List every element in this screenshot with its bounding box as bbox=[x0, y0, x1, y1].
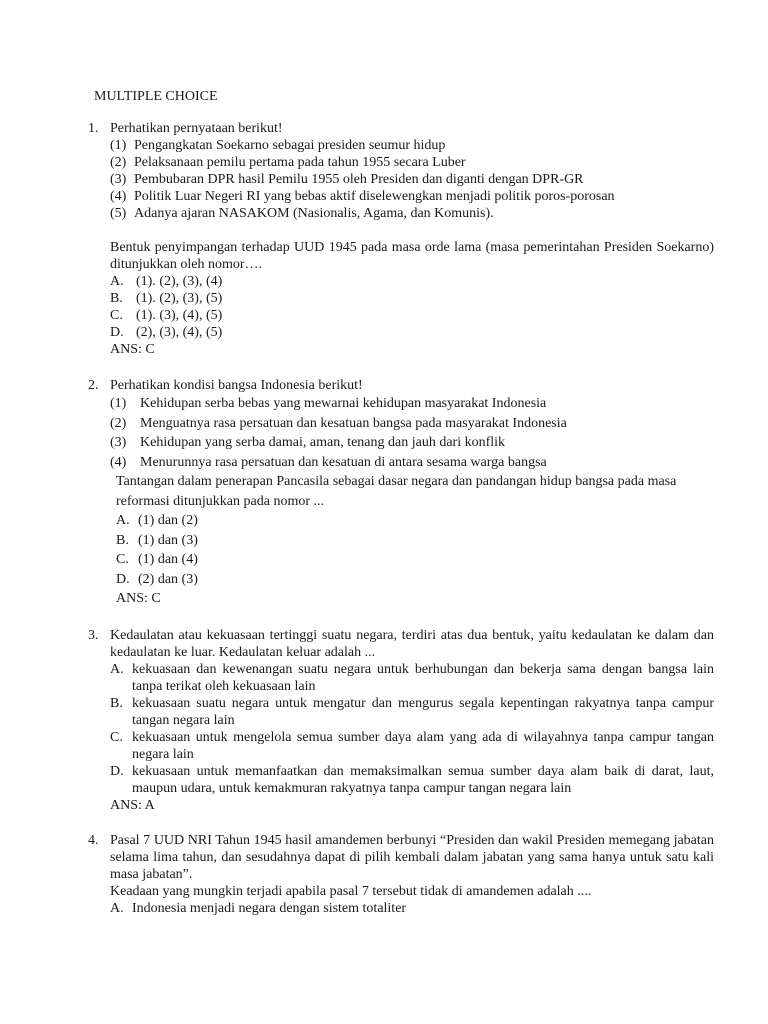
answer-option: A. (1). (2), (3), (4) bbox=[110, 274, 223, 289]
question-1 bbox=[88, 120, 714, 358]
question-text: Bentuk penyimpangan terhadap UUD 1945 pada masa orde lama (masa pemerintahan Presiden Soekarno) ditunjukkan oleh nomor…. bbox=[110, 240, 714, 272]
answer-option: A. Indonesia menjadi negara dengan sistem totaliter bbox=[110, 901, 407, 916]
statement-item: (3) Kehidupan yang serba damai, aman, tenang dan jauh dari konflik bbox=[110, 435, 506, 450]
answer-option: B. (1) dan (3) bbox=[116, 532, 198, 548]
answer-option: A. kekuasaan dan kewenangan suatu negara untuk berhubungan dan bekerja sama dengan bangsa lain tanpa terikat oleh kekuasaan lain bbox=[110, 662, 714, 694]
statement-list bbox=[110, 394, 714, 472]
question-number: 1. bbox=[88, 121, 99, 136]
answer-option: C. (1). (3), (4), (5) bbox=[110, 308, 223, 323]
question-2 bbox=[88, 377, 714, 609]
question-followup: Keadaan yang mungkin terjadi apabila pasal 7 tersebut tidak di amandemen adalah .... bbox=[110, 884, 592, 899]
statement-item: (2) Menguatnya rasa persatuan dan kesatuan bangsa pada masyarakat Indonesia bbox=[110, 415, 567, 431]
question-4 bbox=[88, 832, 714, 917]
answer-options bbox=[116, 511, 714, 589]
statement-item: (1) Pengangkatan Soekarno sebagai presiden seumur hidup bbox=[110, 138, 446, 153]
answer-option: C. (1) dan (4) bbox=[116, 552, 198, 567]
answer-option: D. (2), (3), (4), (5) bbox=[110, 325, 223, 340]
answer-options bbox=[110, 900, 714, 917]
answer-option: D. kekuasaan untuk memanfaatkan dan memaksimalkan semua sumber daya alam baik di darat, laut, maupun udara, untuk kemakmuran rakyatnya tanpa campur tangan negara lain bbox=[110, 764, 714, 796]
question-text: Tantangan dalam penerapan Pancasila sebagai dasar negara dan pandangan hidup bangsa pada masa reformasi ditunjukkan pada nomor ... bbox=[116, 474, 677, 509]
question-number: 4. bbox=[88, 833, 99, 848]
answer-key: ANS: C bbox=[116, 591, 161, 606]
answer-option: B. (1). (2), (3), (5) bbox=[110, 291, 223, 306]
answer-options bbox=[110, 661, 714, 797]
question-prompt: Perhatikan pernyataan berikut! bbox=[110, 121, 283, 136]
question-text: Kedaulatan atau kekuasaan tertinggi suatu negara, terdiri atas dua bentuk, yaitu kedaulatan ke dalam dan kedaulatan ke luar. Kedaulatan keluar adalah ... bbox=[110, 628, 714, 660]
answer-option: A. (1) dan (2) bbox=[116, 513, 198, 528]
answer-option: B. kekuasaan suatu negara untuk mengatur dan mengurus segala kepentingan rakyatnya tanpa campur tangan negara lain bbox=[110, 696, 714, 728]
answer-option: C. kekuasaan untuk mengelola semua sumber daya alam yang ada di wilayahnya tanpa campur tangan negara lain bbox=[110, 730, 714, 762]
statement-item: (2) Pelaksanaan pemilu pertama pada tahun 1955 secara Luber bbox=[110, 155, 466, 170]
question-number: 3. bbox=[88, 628, 99, 643]
statement-item: (4) Politik Luar Negeri RI yang bebas aktif diselewengkan menjadi politik poros-porosan bbox=[110, 189, 615, 204]
question-3 bbox=[88, 627, 714, 814]
answer-options bbox=[110, 273, 714, 341]
question-prompt: Perhatikan kondisi bangsa Indonesia berikut! bbox=[110, 378, 363, 393]
section-heading: MULTIPLE CHOICE bbox=[94, 89, 218, 104]
statement-list bbox=[110, 137, 714, 222]
answer-key: ANS: A bbox=[110, 798, 155, 813]
statement-item: (1) Kehidupan serba bebas yang mewarnai kehidupan masyarakat Indonesia bbox=[110, 396, 547, 411]
answer-key: ANS: C bbox=[110, 342, 155, 357]
question-text: Pasal 7 UUD NRI Tahun 1945 hasil amandemen berbunyi “Presiden dan wakil Presiden memegang jabatan selama lima tahun, dan sesudahnya dapat di pilih kembali dalam jabatan yang sama hanya untuk satu kali masa jabatan”. bbox=[110, 833, 714, 882]
question-number: 2. bbox=[88, 378, 99, 393]
statement-item: (3) Pembubaran DPR hasil Pemilu 1955 oleh Presiden dan diganti dengan DPR-GR bbox=[110, 172, 584, 187]
statement-item: (5) Adanya ajaran NASAKOM (Nasionalis, Agama, dan Komunis). bbox=[110, 206, 494, 221]
statement-item: (4) Menurunnya rasa persatuan dan kesatuan di antara sesama warga bangsa bbox=[110, 454, 547, 470]
answer-option: D. (2) dan (3) bbox=[116, 571, 198, 587]
